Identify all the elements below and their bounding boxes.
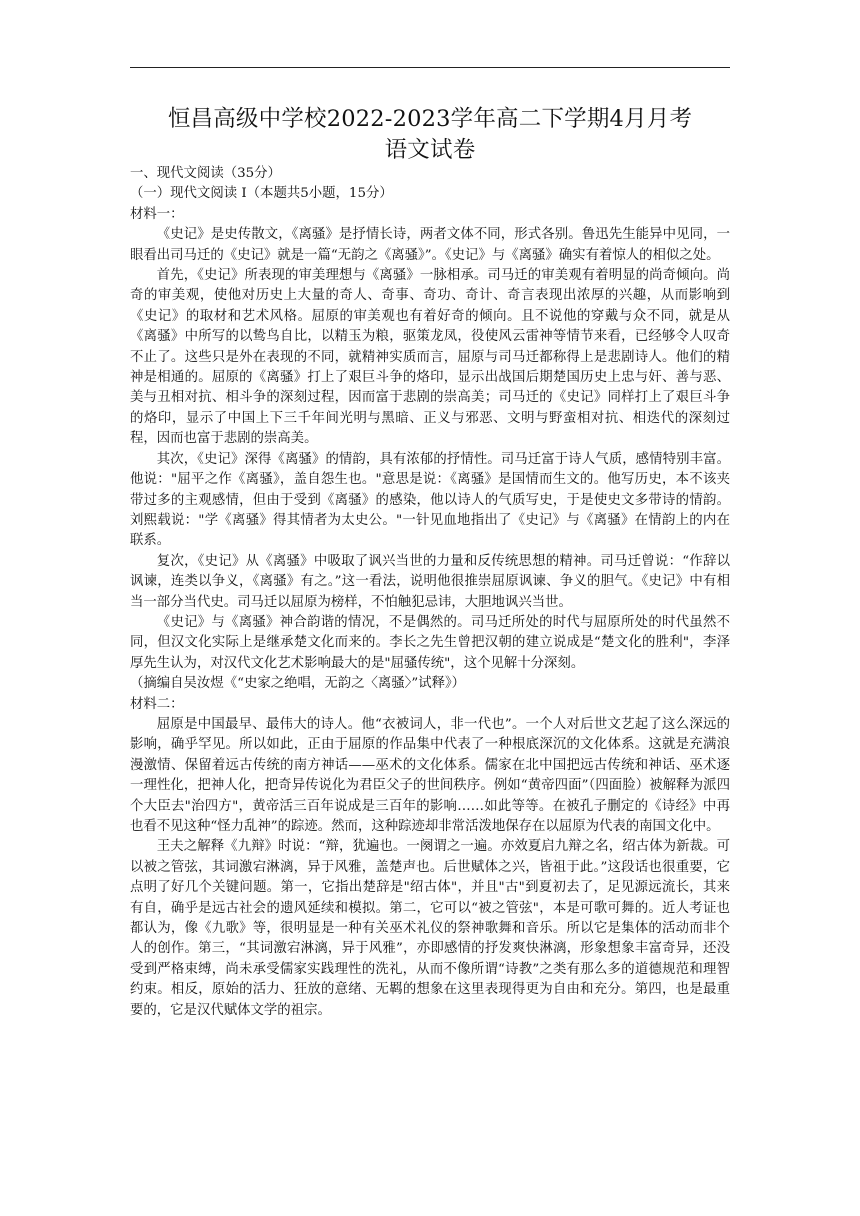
material-1-paragraph: 复次，《史记》从《离骚》中吸取了讽兴当世的力量和反传统思想的精神。司马迁曾说：“作辞以讽谏，连类以争义，《离骚》有之。”这一看法，说明他很推崇屈原讽谏、争义的胆气。《史记》中有相当一部分当代史。司马迁以屈原为榜样，不怕触犯忌讳，大胆地讽兴当世。: [130, 553, 730, 610]
material-1-paragraph: 首先，《史记》所表现的审美理想与《离骚》一脉相承。司马迁的审美观有着明显的尚奇倾向。尚奇的审美观，使他对历史上大量的奇人、奇事、奇功、奇计、奇言表现出浓厚的兴趣，从而影响到《史记》的取材和艺术风格。屈原的审美观也有着好奇的倾向。且不说他的穿戴与众不同，就是从《离骚》中所写的以鸷鸟自比，以精玉为粮，驱策龙凤，役使风云雷神等情节来看，已经够令人叹奇不止了。这些只是外在表现的不同，就精神实质而言，屈原与司马迁都称得上是悲剧诗人。他们的精神是相通的。屈原的《离骚》打上了艰巨斗争的烙印，显示出战国后期楚国历史上忠与奸、善与恶、美与丑相对抗、相斗争的深刻过程，因而富于悲剧的崇高美；司马迁的《史记》同样打上了艰巨斗争的烙印，显示了中国上下三千年间光明与黑暗、正义与邪恶、文明与野蛮相对抗、相迭代的深刻过程，因而也富于悲剧的崇高美。: [130, 268, 730, 447]
title-line-2: 语文试卷: [384, 137, 476, 163]
material-1-source: （摘编自吴汝煜《“史家之绝唱，无韵之〈离骚〉”试释》）: [130, 676, 466, 692]
section-subheading: （一）现代文阅读 I（本题共5小题，15分）: [130, 186, 393, 202]
title-line-1: 恒昌高级中学校2022-2023学年高二下学期4月月考: [167, 106, 693, 132]
header-rule: [130, 67, 730, 68]
material-2-label: 材料二：: [130, 696, 184, 712]
exam-body: [130, 164, 730, 1021]
material-1-label: 材料一：: [130, 206, 184, 222]
material-1-paragraph: 《史记》与《离骚》神合韵谐的情况，不是偶然的。司马迁所处的时代与屈原所处的时代虽然不同，但汉文化实际上是继承楚文化而来的。李长之先生曾把汉朝的建立说成是“楚文化的胜利"，李泽厚先生认为，对汉代文化艺术影响最大的是"屈骚传统"，这个见解十分深刻。: [130, 614, 730, 671]
material-1-paragraph: 其次，《史记》深得《离骚》的情韵，具有浓郁的抒情性。司马迁富于诗人气质，感情特别丰富。他说："屈平之作《离骚》，盖自怨生也。"意思是说：《离骚》是国情而生文的。他写历史，本不该夹带过多的主观感情，但由于受到《离骚》的感染，他以诗人的气质写史，于是使史文多带诗的情韵。刘熙载说："学《离骚》得其情者为太史公。"一针见血地指出了《史记》与《离骚》在情韵上的内在联系。: [130, 451, 730, 549]
material-2-paragraph: 屈原是中国最早、最伟大的诗人。他“衣被词人，非一代也”。一个人对后世文艺起了这么深远的影响，确乎罕见。所以如此，正由于屈原的作品集中代表了一种根底深沉的文化体系。这就是充满浪漫激情、保留着远古传统的南方神话——巫术的文化体系。儒家在北中国把远古传统和神话、巫术逐一理性化，把神人化，把奇异传说化为君臣父子的世间秩序。例如“黄帝四面”（四面脸）被解释为派四个大臣去"治四方"，黄帝活三百年说成是三百年的影响……如此等等。在被孔子删定的《诗经》中再也看不见这种“怪力乱神”的踪迹。然而，这种踪迹却非常活泼地保存在以屈原为代表的南国文化中。: [130, 716, 730, 834]
section-heading: 一、现代文阅读（35分）: [130, 166, 281, 181]
exam-title: [130, 104, 730, 166]
material-1-paragraph: 《史记》是史传散文，《离骚》是抒情长诗，两者文体不同，形式各别。鲁迅先生能异中见同，一眼看出司马迁的《史记》就是一篇“无韵之《离骚》”。《史记》与《离骚》确实有着惊人的相似之处。: [130, 227, 730, 263]
material-2-paragraph: 王夫之解释《九辩》时说：“辩，犹遍也。一阕谓之一遍。亦效夏启九辩之名，绍古体为新裁。可以被之管弦，其词激宕淋漓，异于风雅，盖楚声也。后世赋体之兴，皆祖于此。”这段话也很重要，它点明了好几个关键问题。第一，它指出楚辞是"绍古体"，并且"古"到夏初去了，足见源远流长，其来有自，确乎是远古社会的遗风延续和模拟。第二，它可以“被之管弦"，本是可歌可舞的。近人考证也都认为，像《九歌》等，很明显是一种有关巫术礼仪的祭神歌舞和音乐。所以它是集体的活动而非个人的创作。第三，“其词激宕淋漓，异于风雅”，亦即感情的抒发爽快淋漓，形象想象丰富奇异，还没受到严格束缚，尚未承受儒家实践理性的洗礼，从而不像所谓“诗教”之类有那么多的道德规范和理智约束。相反，原始的活力、狂放的意绪、无羁的想象在这里表现得更为自由和充分。第四，也是最重要的，它是汉代赋体文学的祖宗。: [130, 839, 730, 1018]
